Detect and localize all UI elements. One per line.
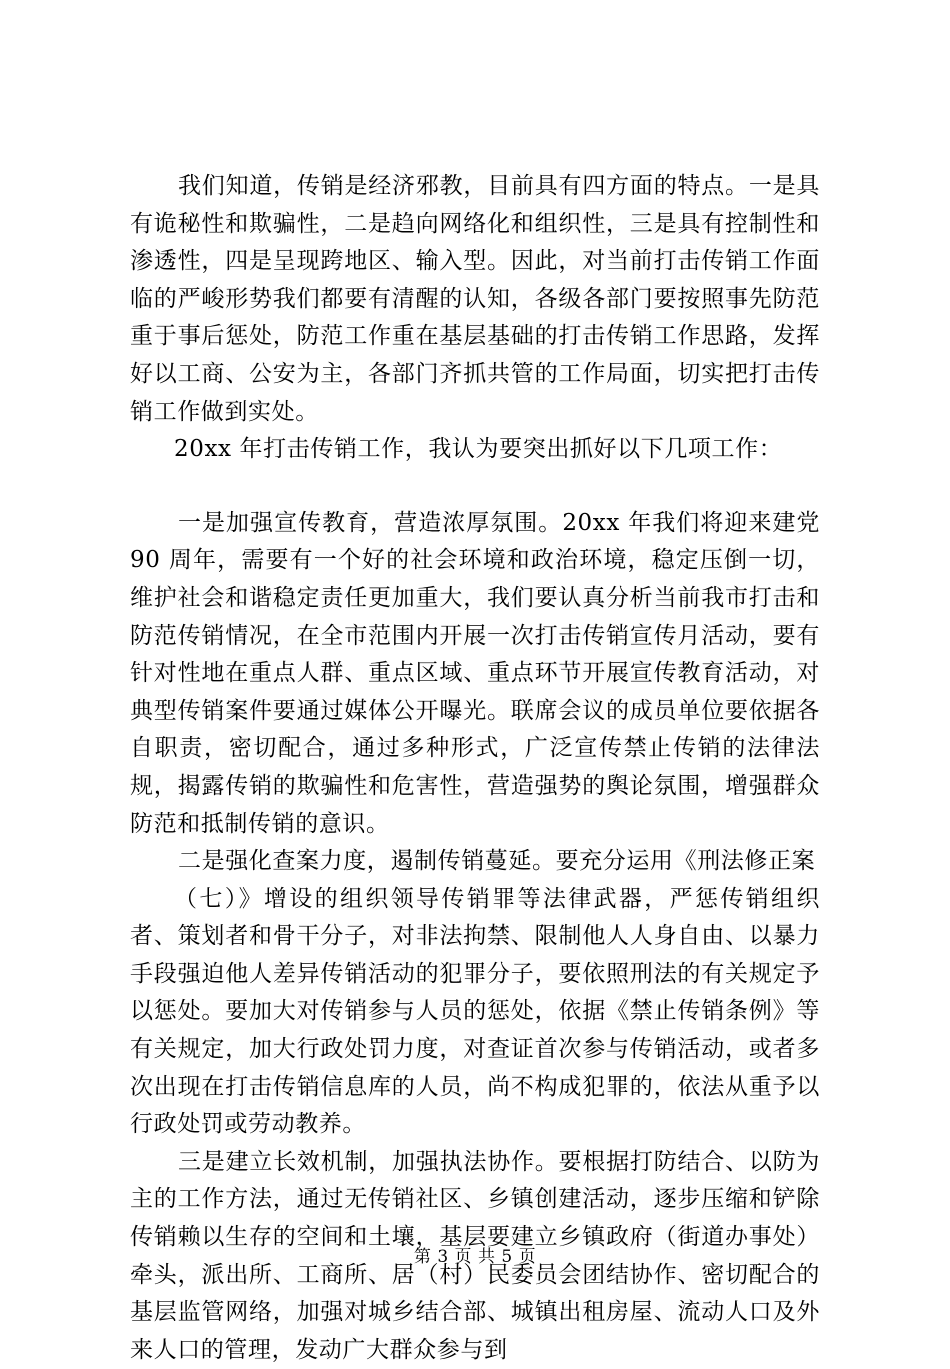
- paragraph-task-two-enforcement: 二是强化查案力度，遏制传销蔓延。要充分运用《刑法修正案: [178, 848, 816, 875]
- paragraph-task-three-mechanism: 三是建立长效机制，加强执法协作。要根据打防结合、以防为主的工作方法，通过无传销社区、乡镇创建活动，逐步压缩和铲除传销赖以生存的空间和土壤，基层要建立乡镇政府（街道办事处）牵头，派出所、工商所、居（村）民委员会团结协作、密切配合的基层监管网络，加强对城乡结合部、城镇出租房屋、流动人口及外来人口的管理，发动广大群众参与到: [130, 1148, 820, 1363]
- paragraph-spacer: [130, 469, 820, 505]
- paragraph-pyramid-scheme-features: 我们知道，传销是经济邪教，目前具有四方面的特点。一是具有诡秘性和欺骗性，二是趋向网络化和组织性，三是具有控制性和渗透性，四是呈现跨地区、输入型。因此，对当前打击传销工作面临的严峻形势我们都要有清醒的认知，各级各部门要按照事先防范重于事后惩处，防范工作重在基层基础的打击传销工作思路，发挥好以工商、公安为主，各部门齐抓共管的工作局面，切实把打击传销工作做到实处。: [130, 173, 820, 425]
- document-body: [130, 168, 820, 1369]
- paragraph-task-two-continued: （七）》增设的组织领导传销罪等法律武器，严惩传销组织者、策划者和骨干分子，对非法拘禁、限制他人人身自由、以暴力手段强迫他人差异传销活动的犯罪分子，要依照刑法的有关规定予以惩处。要加大对传销参与人员的惩处，依据《禁止传销条例》等有关规定，加大行政处罚力度，对查证首次参与传销活动，或者多次出现在打击传销信息库的人员，尚不构成犯罪的，依法从重予以行政处罚或劳动教养。: [130, 885, 820, 1138]
- page-number-footer: 第 3 页 共 5 页: [413, 1247, 537, 1267]
- paragraph-key-tasks-intro: 20xx 年打击传销工作，我认为要突出抓好以下几项工作：: [174, 436, 783, 463]
- paragraph-task-one-publicity: 一是加强宣传教育，营造浓厚氛围。20xx 年我们将迎来建党 90 周年，需要有一个好的社会环境和政治环境，稳定压倒一切，维护社会和谐稳定责任更加重大，我们要认真分析当前我市打击和防范传销情况，在全市范围内开展一次打击传销宣传月活动，要有针对性地在重点人群、重点区域、重点环节开展宣传教育活动，对典型传销案件要通过媒体公开曝光。联席会议的成员单位要依据各自职责，密切配合，通过多种形式，广泛宣传禁止传销的法律法规，揭露传销的欺骗性和危害性，营造强势的舆论氛围，增强群众防范和抵制传销的意识。: [130, 509, 820, 837]
